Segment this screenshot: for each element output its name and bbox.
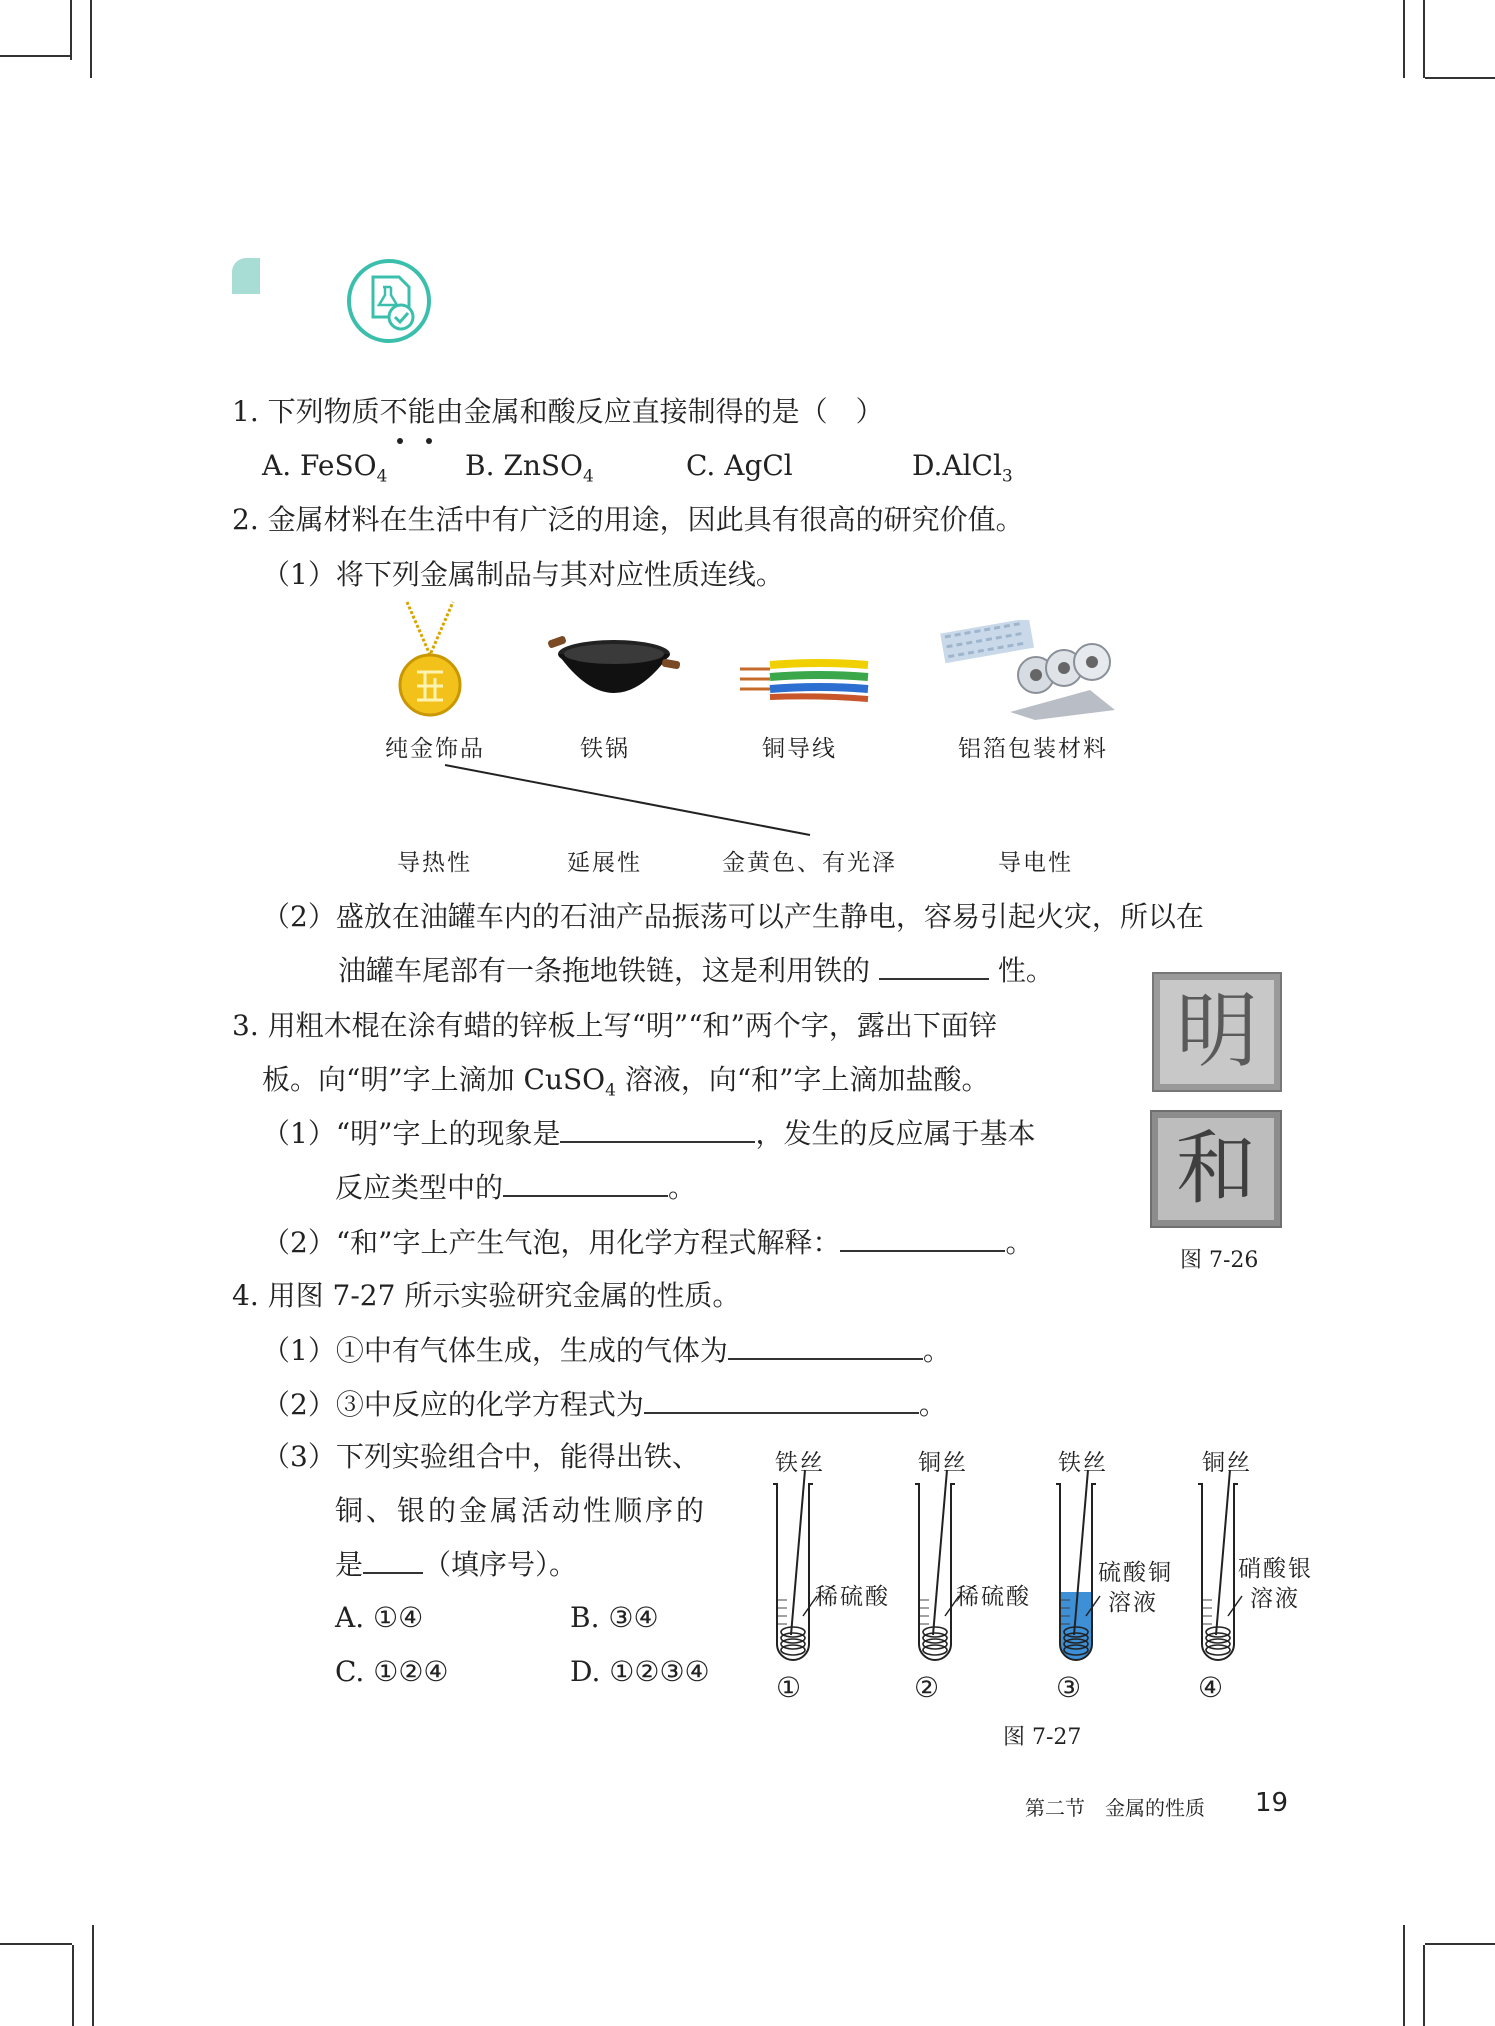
section-tab <box>232 258 260 294</box>
q4-stem: 4. 用图 7-27 所示实验研究金属的性质。 <box>232 1279 741 1312</box>
q2-part1: （1）将下列金属制品与其对应性质连线。 <box>262 558 784 591</box>
crop-mark <box>1425 77 1495 79</box>
emphasis-dot <box>397 438 403 444</box>
q4-option-b: B. ③④ <box>570 1601 659 1634</box>
character-he: 和 <box>1176 1122 1256 1215</box>
crop-mark <box>90 0 92 78</box>
tube4-liquid-label: 硝酸银 <box>1238 1556 1313 1582</box>
q4-part3-line3: 是 （填序号）。 <box>335 1544 577 1585</box>
product-label: 铝箔包装材料 <box>958 736 1108 762</box>
matching-line <box>440 760 820 840</box>
tube4-wire-label: 铜丝 <box>1202 1450 1252 1476</box>
zinc-plate-he <box>1150 1110 1282 1228</box>
test-tube <box>915 1470 959 1660</box>
property-label: 导电性 <box>998 850 1073 876</box>
tube4-liquid-label-2: 溶液 <box>1250 1586 1300 1612</box>
crop-mark <box>1403 1925 1405 2026</box>
q4-part2: （2）③中反应的化学方程式为 。 <box>262 1384 947 1425</box>
answer-blank[interactable] <box>363 1544 423 1574</box>
q1-option-c: C. AgCl <box>686 449 793 482</box>
tube3-wire-label: 铁丝 <box>1058 1450 1108 1476</box>
tube4-number: ④ <box>1198 1671 1224 1704</box>
q4-option-c: C. ①②④ <box>335 1655 449 1688</box>
tube1-liquid-label: 稀硫酸 <box>815 1584 890 1610</box>
answer-blank[interactable] <box>644 1384 919 1414</box>
q2-stem: 2. 金属材料在生活中有广泛的用途，因此具有很高的研究价值。 <box>232 503 1024 536</box>
zinc-plate-ming <box>1152 972 1282 1092</box>
property-label: 金黄色、有光泽 <box>722 850 897 876</box>
test-tube <box>1056 1470 1100 1660</box>
q3-part1: （1）“明”字上的现象是 ，发生的反应属于基本 <box>262 1113 1035 1154</box>
crop-mark <box>1423 0 1425 78</box>
q4-part3-line1: （3）下列实验组合中，能得出铁、 <box>262 1440 700 1473</box>
q2-part2-line1: （2）盛放在油罐车内的石油产品振荡可以产生静电，容易引起火灾，所以在 <box>262 900 1204 933</box>
product-label: 纯金饰品 <box>385 736 485 762</box>
crop-mark <box>70 0 72 60</box>
figure-caption: 图 7-27 <box>1003 1725 1082 1750</box>
q3-line2: 板。向“明”字上滴加 CuSO$_4$ 溶液，向“和”字上滴加盐酸。 <box>262 1063 990 1101</box>
property-label: 导热性 <box>397 850 472 876</box>
crop-mark <box>0 1943 72 1945</box>
tube1-wire-label: 铁丝 <box>775 1450 825 1476</box>
crop-mark <box>72 1945 74 2026</box>
q3-line1: 3. 用粗木棍在涂有蜡的锌板上写“明”“和”两个字，露出下面锌 <box>232 1009 997 1042</box>
test-tube <box>773 1470 817 1660</box>
tube2-liquid-label: 稀硫酸 <box>956 1584 1031 1610</box>
exercise-icon <box>345 257 433 349</box>
page-number: 19 <box>1255 1788 1289 1818</box>
test-tube <box>1198 1470 1242 1660</box>
copper-wire-image <box>740 655 870 709</box>
q4-part1: （1）①中有气体生成，生成的气体为 。 <box>262 1330 951 1371</box>
q1-emphasis: 不能 <box>379 395 436 428</box>
tube3-liquid-label: 硫酸铜 <box>1098 1560 1173 1586</box>
iron-wok-image <box>548 632 680 716</box>
product-label: 铜导线 <box>762 736 837 762</box>
q3-part2: （2）“和”字上产生气泡，用化学方程式解释： 。 <box>262 1222 1033 1263</box>
crop-mark <box>1423 1945 1425 2026</box>
test-tubes-drawing <box>760 1440 1320 1690</box>
aluminum-foil-image <box>940 620 1120 724</box>
crop-mark <box>0 55 72 57</box>
gold-pendant-image <box>395 600 465 724</box>
tube2-number: ② <box>914 1671 940 1704</box>
q4-option-a: A. ①④ <box>335 1601 424 1634</box>
test-tube-figure <box>760 1440 1320 1720</box>
answer-blank[interactable] <box>728 1330 923 1360</box>
figure-caption: 图 7-26 <box>1180 1248 1259 1273</box>
answer-blank[interactable] <box>840 1222 1005 1252</box>
character-ming: 明 <box>1175 984 1258 1079</box>
answer-blank[interactable] <box>560 1113 755 1143</box>
crop-mark <box>1403 0 1405 78</box>
tube2-wire-label: 铜丝 <box>918 1450 968 1476</box>
q1-option-d: D.AlCl$_3$ <box>912 449 1013 487</box>
tube3-number: ③ <box>1056 1671 1082 1704</box>
q1-option-a: A. FeSO$_4$ <box>262 449 388 487</box>
footer-section: 第二节 金属的性质 <box>1025 1796 1205 1820</box>
q4-option-d: D. ①②③④ <box>570 1655 710 1688</box>
tube1-number: ① <box>776 1671 802 1704</box>
answer-blank[interactable] <box>879 950 989 980</box>
q1-stem: 1. 下列物质不能由金属和酸反应直接制得的是（ ） <box>232 395 884 428</box>
product-label: 铁锅 <box>580 736 630 762</box>
q1-option-b: B. ZnSO$_4$ <box>465 449 594 487</box>
crop-mark <box>1425 1943 1495 1945</box>
q4-part3-line2: 铜、银的金属活动性顺序的 <box>335 1494 708 1527</box>
q3-part1-line2: 反应类型中的 。 <box>335 1167 696 1208</box>
emphasis-dot <box>426 438 432 444</box>
tube3-liquid-label-2: 溶液 <box>1108 1590 1158 1616</box>
q2-part2-line2: 油罐车尾部有一条拖地铁链，这是利用铁的 性。 <box>338 950 1054 991</box>
crop-mark <box>92 1925 94 2026</box>
property-label: 延展性 <box>567 850 642 876</box>
answer-blank[interactable] <box>503 1167 668 1197</box>
